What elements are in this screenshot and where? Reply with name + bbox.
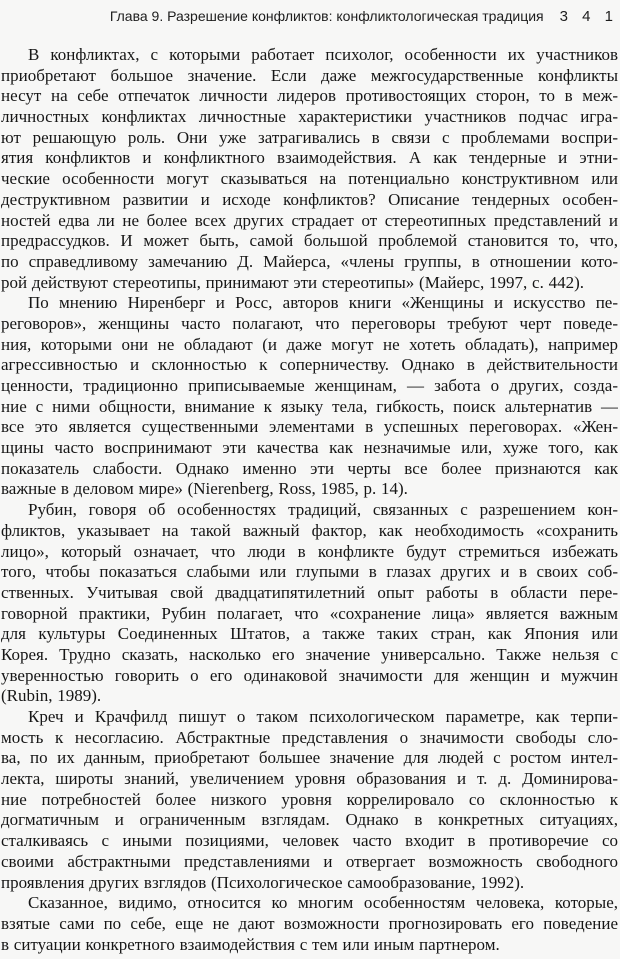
text-line: В конфликтах, с которыми работает психолог, особенности их участников xyxy=(28,45,618,64)
text-line: по справедливому замечанию Д. Майерса, «члены группы, в отношении кото- xyxy=(1,251,618,271)
text-line: Рубин, говоря об особенностях традиций, связанных с разрешением кон- xyxy=(28,500,618,520)
page-number: 3 4 1 xyxy=(559,8,618,25)
text-line: в ситуации конкретного взаимодействия с тем или иным партнером. xyxy=(1,934,500,954)
text-line: реговоров», женщины часто полагают, что переговоры требуют черт поведе- xyxy=(1,313,618,333)
paragraph xyxy=(1,293,618,500)
text-line: рой действуют стереотипы, принимают эти стереотипы» (Майерс, 1997, с. 442). xyxy=(1,272,585,292)
text-line: говорной практики, Рубин полагает, что «сохранение лица» является важным xyxy=(1,603,618,623)
text-line: догматичным и ограниченным взглядам. Однако в конкретных ситуациях, xyxy=(1,810,618,830)
text-line: приобретают большое значение. Если даже межгосударственные конфликты xyxy=(1,65,618,85)
text-line: ние с ними общности, внимание к языку тела, гибкость, поиск альтернатив — xyxy=(1,396,618,416)
text-line: личностных конфликтах личностные характеристики участников подчас игра- xyxy=(1,107,618,127)
text-line: лекта, широты знаний, увеличением уровня образования и т. д. Доминирова- xyxy=(1,769,618,789)
text-line: ние потребностей более низкого уровня коррелировало со склонностью к xyxy=(1,789,618,809)
text-line: фликтов, указывает на такой важный фактор, как необходимость «сохранить xyxy=(1,520,618,540)
text-line: все это является существенными элементами в успешных переговорах. «Жен- xyxy=(1,417,618,437)
paragraph xyxy=(1,893,618,955)
text-line: важные в деловом мире» (Nierenberg, Ross, 1985, p. 14). xyxy=(1,479,408,499)
paragraph xyxy=(1,707,618,893)
text-line: взятые сами по себе, еще не дают возможности прогнозировать его поведение xyxy=(1,913,618,933)
text-line: ют решающую роль. Они уже затрагивались в связи с проблемами воспри- xyxy=(1,127,618,147)
text-line: ностей едва ли не более всех других страдает от стереотипных представлений и xyxy=(1,210,618,230)
text-line: предрассудков. И может быть, самой большой проблемой становится то, что, xyxy=(1,231,618,251)
text-line: своими абстрактными представлениями и отвергает возможность свободного xyxy=(1,851,618,871)
text-line: несут на себе отпечаток личности лидеров противостоящих сторон, то в меж- xyxy=(1,86,618,106)
text-line: ятия конфликтов и конфликтного взаимодействия. А как тендерные и этни- xyxy=(1,148,618,168)
text-line: ва, по их данным, приобретают большее значение для людей с ростом интел- xyxy=(1,748,618,768)
text-line: показатель слабости. Однако именно эти черты все более признаются как xyxy=(1,458,618,478)
text-line: Креч и Крачфилд пишут о таком психологическом параметре, как терпи- xyxy=(28,707,618,726)
text-line: По мнению Ниренберг и Росс, авторов книги «Женщины и искусство пе- xyxy=(28,293,618,313)
text-line: агрессивностью и склонностью к соперничеству. Однако в действительности xyxy=(1,355,618,375)
text-line: ческие особенности могут сказываться на потенциально конструктивном или xyxy=(1,169,618,189)
text-line: мость к несогласию. Абстрактные представления о значимости свободы сло- xyxy=(1,727,618,747)
text-line: деструктивном развитии и исходе конфликтов? Описание тендерных особен- xyxy=(1,189,618,209)
text-line: (Rubin, 1989). xyxy=(1,686,102,706)
text-line: ния, которыми они не обладают (и даже могут не хотеть обладать), например xyxy=(1,334,618,354)
paragraph xyxy=(1,500,618,707)
chapter-title: Глава 9. Разрешение конфликтов: конфликтологическая традиция xyxy=(109,8,544,24)
text-line: ценности, традиционно приписываемые женщинам, — забота о других, созда- xyxy=(1,376,618,395)
text-line: того, чтобы показаться слабыми или глупыми в глазах других и в своих соб- xyxy=(1,562,618,582)
text-line: для культуры Соединенных Штатов, а также таких стран, как Япония или xyxy=(1,624,618,644)
text-line: Сказанное, видимо, относится ко многим особенностям человека, которые, xyxy=(28,893,618,913)
text-line: ственных. Учитывая свой двадцатипятилетний опыт работы в области пере- xyxy=(1,582,618,602)
text-line: проявления других взглядов (Психологическое самообразование, 1992). xyxy=(1,872,525,892)
text-line: щины часто воспринимают эти качества как незначимые или, хуже того, как xyxy=(1,438,618,458)
paragraph xyxy=(1,45,618,293)
text-line: сталкиваясь с иными позициями, человек часто входит в противоречие со xyxy=(1,831,618,851)
body-text xyxy=(0,45,620,955)
text-line: Корея. Трудно сказать, насколько его значение универсально. Также нельзя с xyxy=(1,644,618,664)
text-line: уверенностью говорить о его одинаковой значимости для женщин и мужчин xyxy=(1,665,618,685)
page-header xyxy=(0,0,620,25)
text-line: лицо», который означает, что люди в конфликте будут стремиться избежать xyxy=(1,541,618,561)
